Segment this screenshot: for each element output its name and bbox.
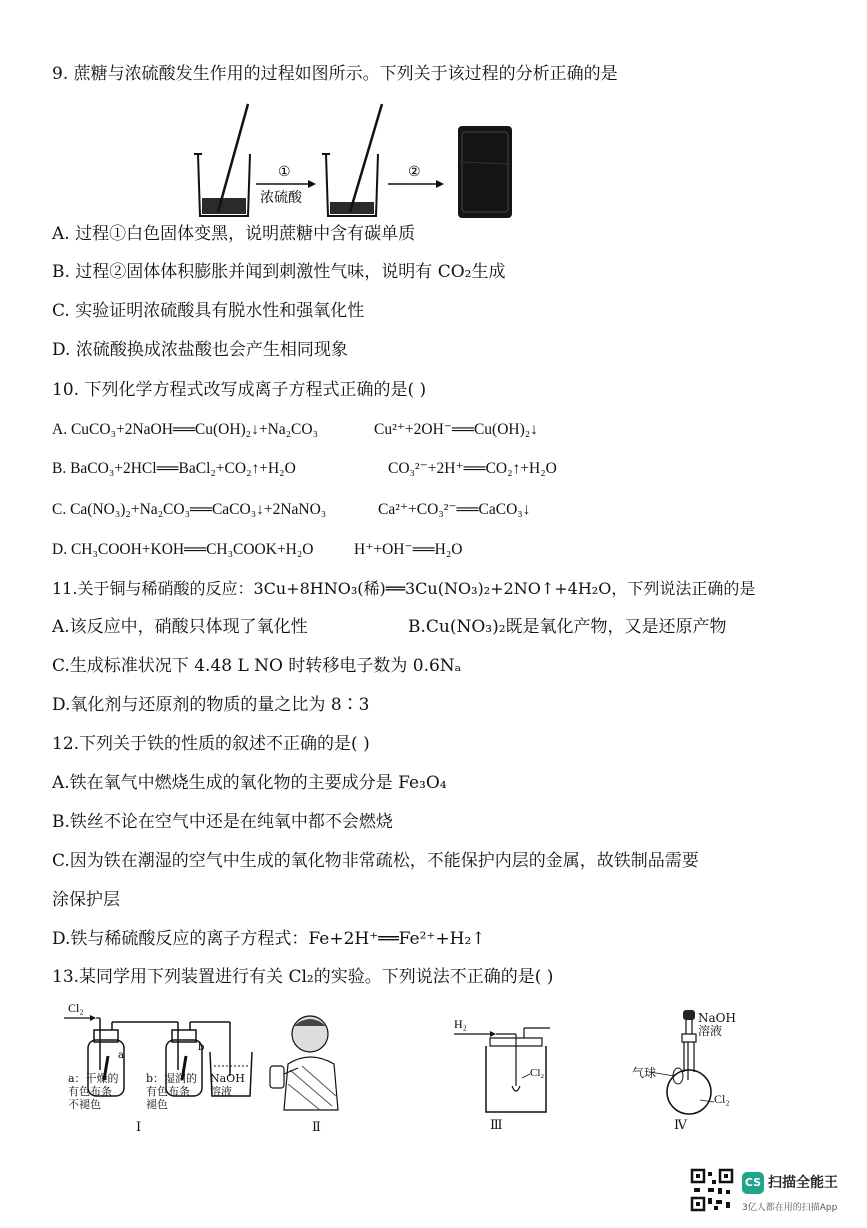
q10-option-b-chem: B. BaCO₃+2HCl══BaCl₂+CO₂↑+H₂O (52, 460, 296, 477)
q10-option-a-chem: A. CuCO₃+2NaOH══Cu(OH)₂↓+Na₂CO₃ (52, 421, 318, 438)
q13-stem: 13.某同学用下列装置进行有关 Cl₂的实验。下列说法不正确的是( ) (52, 967, 554, 987)
qr-code-icon (690, 1168, 734, 1212)
q13-fig2-label: Ⅱ (312, 1120, 321, 1135)
q11-option-a: A.该反应中，硝酸只体现了氧化性 (52, 617, 308, 637)
q12-option-d: D.铁与稀硫酸反应的离子方程式：Fe+2H⁺══Fe²⁺+H₂↑ (52, 929, 486, 949)
q13-fig4-naoh: NaOH 溶液 (698, 1011, 736, 1038)
svg-text:b: b (198, 1042, 205, 1053)
q9-option-d: D. 浓硫酸换成浓盐酸也会产生相同现象 (52, 340, 348, 360)
q10-option-d-chem: D. CH₃COOH+KOH══CH₃COOK+H₂O (52, 541, 314, 558)
q10-option-c-chem: C. Ca(NO₃)₂+Na₂CO₃══CaCO₃↓+2NaNO₃ (52, 501, 327, 518)
q13-fig1-b-desc: b：湿润的 有色布条 褪色 (146, 1072, 198, 1111)
q11-option-d: D.氧化剂与还原剂的物质的量之比为 8∶3 (52, 695, 370, 715)
q13-fig4-cl2: Cl₂ (714, 1092, 730, 1106)
q13-fig3-label: Ⅲ (490, 1118, 503, 1133)
q9-step1: ① (278, 164, 291, 180)
scanner-brand: 扫描全能王 (768, 1175, 838, 1191)
q12-option-c-cont: 涂保护层 (52, 890, 120, 910)
q10-option-b-ion: CO₃²⁻+2H⁺══CO₂↑+H₂O (388, 460, 557, 477)
q9-reagent: 浓硫酸 (260, 190, 302, 206)
q13-figure-1 (60, 1000, 260, 1140)
camscanner-logo-icon: CS (742, 1172, 764, 1194)
q13-figure-3 (450, 1016, 560, 1116)
svg-text:Cl₂: Cl₂ (530, 1067, 545, 1079)
scanner-watermark (690, 1168, 860, 1220)
q13-figure-2 (262, 1010, 352, 1120)
q11-option-b: B.Cu(NO₃)₂既是氧化产物，又是还原产物 (408, 617, 727, 637)
q10-option-d-ion: H⁺+OH⁻══H₂O (354, 541, 463, 558)
q13-fig4-balloon: 气球 (632, 1066, 657, 1080)
q10-option-c-ion: Ca²⁺+CO₃²⁻══CaCO₃↓ (378, 501, 531, 518)
q13-fig4-label: Ⅳ (674, 1118, 687, 1133)
q10-stem: 10. 下列化学方程式改写成离子方程式正确的是( ) (52, 380, 427, 400)
svg-text:Cl₂: Cl₂ (68, 1001, 84, 1015)
q9-option-a: A. 过程①白色固体变黑，说明蔗糖中含有碳单质 (52, 224, 416, 244)
q13-fig1-naoh: NaOH 溶液 (210, 1072, 245, 1098)
q13-fig1-label: Ⅰ (136, 1120, 142, 1135)
q9-option-b: B. 过程②固体体积膨胀并闻到刺激性气味，说明有 CO₂生成 (52, 262, 506, 282)
q9-step2: ② (408, 164, 421, 180)
svg-text:H₂: H₂ (454, 1017, 467, 1031)
q13-fig1-a-desc: a：干燥的 有色布条 不褪色 (68, 1072, 119, 1111)
q12-option-b: B.铁丝不论在空气中还是在纯氧中都不会燃烧 (52, 812, 393, 832)
q12-stem: 12.下列关于铁的性质的叙述不正确的是( ) (52, 734, 370, 754)
q9-stem: 9. 蔗糖与浓硫酸发生作用的过程如图所示。下列关于该过程的分析正确的是 (52, 64, 618, 84)
q10-option-a-ion: Cu²⁺+2OH⁻══Cu(OH)₂↓ (374, 421, 538, 438)
q12-option-c: C.因为铁在潮湿的空气中生成的氧化物非常疏松，不能保护内层的金属，故铁制品需要 (52, 851, 699, 871)
scanner-tagline: 3亿人都在用的扫描App (742, 1203, 838, 1213)
q11-stem: 11.关于铜与稀硝酸的反应：3Cu+8HNO₃(稀)══3Cu(NO₃)₂+2NO↑+4H₂O，下列说法正确的是 (52, 579, 756, 598)
q12-option-a: A.铁在氧气中燃烧生成的氧化物的主要成分是 Fe₃O₄ (52, 773, 447, 793)
q11-option-c: C.生成标准状况下 4.48 L NO 时转移电子数为 0.6Nₐ (52, 656, 462, 676)
svg-text:a: a (118, 1050, 124, 1061)
q9-figure (190, 102, 520, 220)
q9-option-c: C. 实验证明浓硫酸具有脱水性和强氧化性 (52, 301, 365, 321)
